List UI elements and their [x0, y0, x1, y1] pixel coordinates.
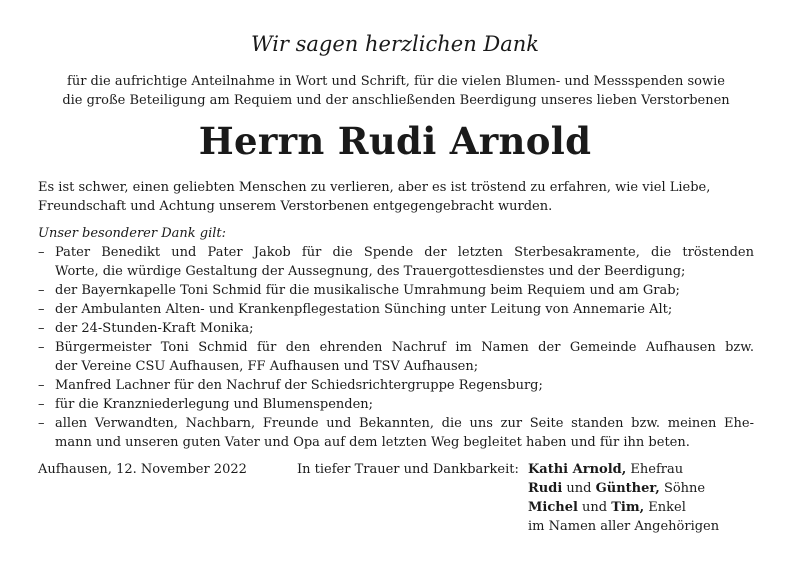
special-thanks-title: Unser besonderer Dank gilt: [38, 226, 226, 241]
signer-line: im Namen aller Angehörigen [528, 519, 720, 534]
signer-connector: und [562, 481, 596, 496]
signer-name: Tim, [611, 500, 645, 515]
list-item [38, 395, 754, 414]
signer-name: Michel [528, 500, 578, 515]
list-item-line: der Bayernkapelle Toni Schmid für die musikalische Umrahmung beim Requiem und am Grab; [55, 283, 680, 298]
list-item [38, 338, 754, 376]
dash-marker: – [38, 321, 45, 336]
list-item-line: Worte, die würdige Gestaltung der Aussegnung, des Trauergottesdienstes und der Beerdigung; [55, 264, 686, 279]
signer-line [528, 479, 719, 498]
signer-name: Kathi Arnold, [528, 462, 627, 477]
signer-role: Söhne [659, 481, 706, 496]
list-item-line: für die Kranzniederlegung und Blumenspenden; [55, 397, 374, 412]
paragraph-line: Es ist schwer, einen geliebten Menschen zu verlieren, aber es ist tröstend zu erfahren, wie viel Liebe, [38, 180, 711, 195]
condolence-paragraph [38, 178, 754, 216]
signers-list [528, 460, 719, 536]
signer-connector: und [577, 500, 612, 515]
list-item-line: mann und unseren guten Vater und Opa auf dem letzten Weg begleitet haben und für ihn beten. [55, 435, 690, 450]
dash-marker: – [38, 397, 45, 412]
dash-marker: – [38, 340, 45, 355]
list-item [38, 414, 754, 452]
dash-marker: – [38, 302, 45, 317]
list-item-line: der Ambulanten Alten- und Krankenpflegestation Sünching unter Leitung von Annemarie Alt; [55, 302, 673, 317]
place-and-date: Aufhausen, 12. November 2022 [38, 462, 247, 477]
dash-marker: – [38, 416, 45, 431]
thanks-list [38, 243, 754, 452]
dash-marker: – [38, 378, 45, 393]
list-item-line: der Vereine CSU Aufhausen, FF Aufhausen und TSV Aufhausen; [55, 359, 479, 374]
signer-line [528, 460, 719, 479]
deceased-name: Herrn Rudi Arnold [198, 119, 592, 163]
dash-marker: – [38, 245, 45, 260]
list-item-line: Pater Benedikt und Pater Jakob für die Spende der letzten Sterbesakramente, die tröstenden [55, 245, 754, 260]
list-item [38, 376, 754, 395]
list-item-line: Bürgermeister Toni Schmid für den ehrenden Nachruf im Namen der Gemeinde Aufhausen bzw. [55, 340, 754, 355]
signer-line [528, 498, 719, 517]
dash-marker: – [38, 283, 45, 298]
signer-name: Rudi [528, 481, 563, 496]
intro-line: die große Beteiligung am Requiem und der anschließenden Beerdigung unseres lieben Verstorbenen [62, 93, 730, 108]
paragraph-line: Freundschaft und Achtung unserem Verstorbenen entgegengebracht wurden. [38, 199, 553, 214]
list-item-line: Manfred Lachner für den Nachruf der Schiedsrichtergruppe Regensburg; [55, 378, 543, 393]
signer-role: Ehefrau [626, 462, 684, 477]
signer-role: Enkel [644, 500, 686, 515]
list-item-line: der 24-Stunden-Kraft Monika; [55, 321, 254, 336]
heading: Wir sagen herzlichen Dank [250, 32, 540, 56]
mourning-label: In tiefer Trauer und Dankbarkeit: [297, 462, 519, 477]
list-item [38, 243, 754, 281]
list-item [38, 319, 754, 338]
list-item-line: allen Verwandten, Nachbarn, Freunde und Bekannten, die uns zur Seite standen bzw. meinen Ehe- [55, 416, 754, 431]
list-item [38, 300, 754, 319]
signer-name: Günther, [595, 481, 660, 496]
intro-line: für die aufrichtige Anteilnahme in Wort und Schrift, für die vielen Blumen- und Messspenden sowie [67, 74, 725, 89]
list-item [38, 281, 754, 300]
intro-text [38, 72, 754, 110]
